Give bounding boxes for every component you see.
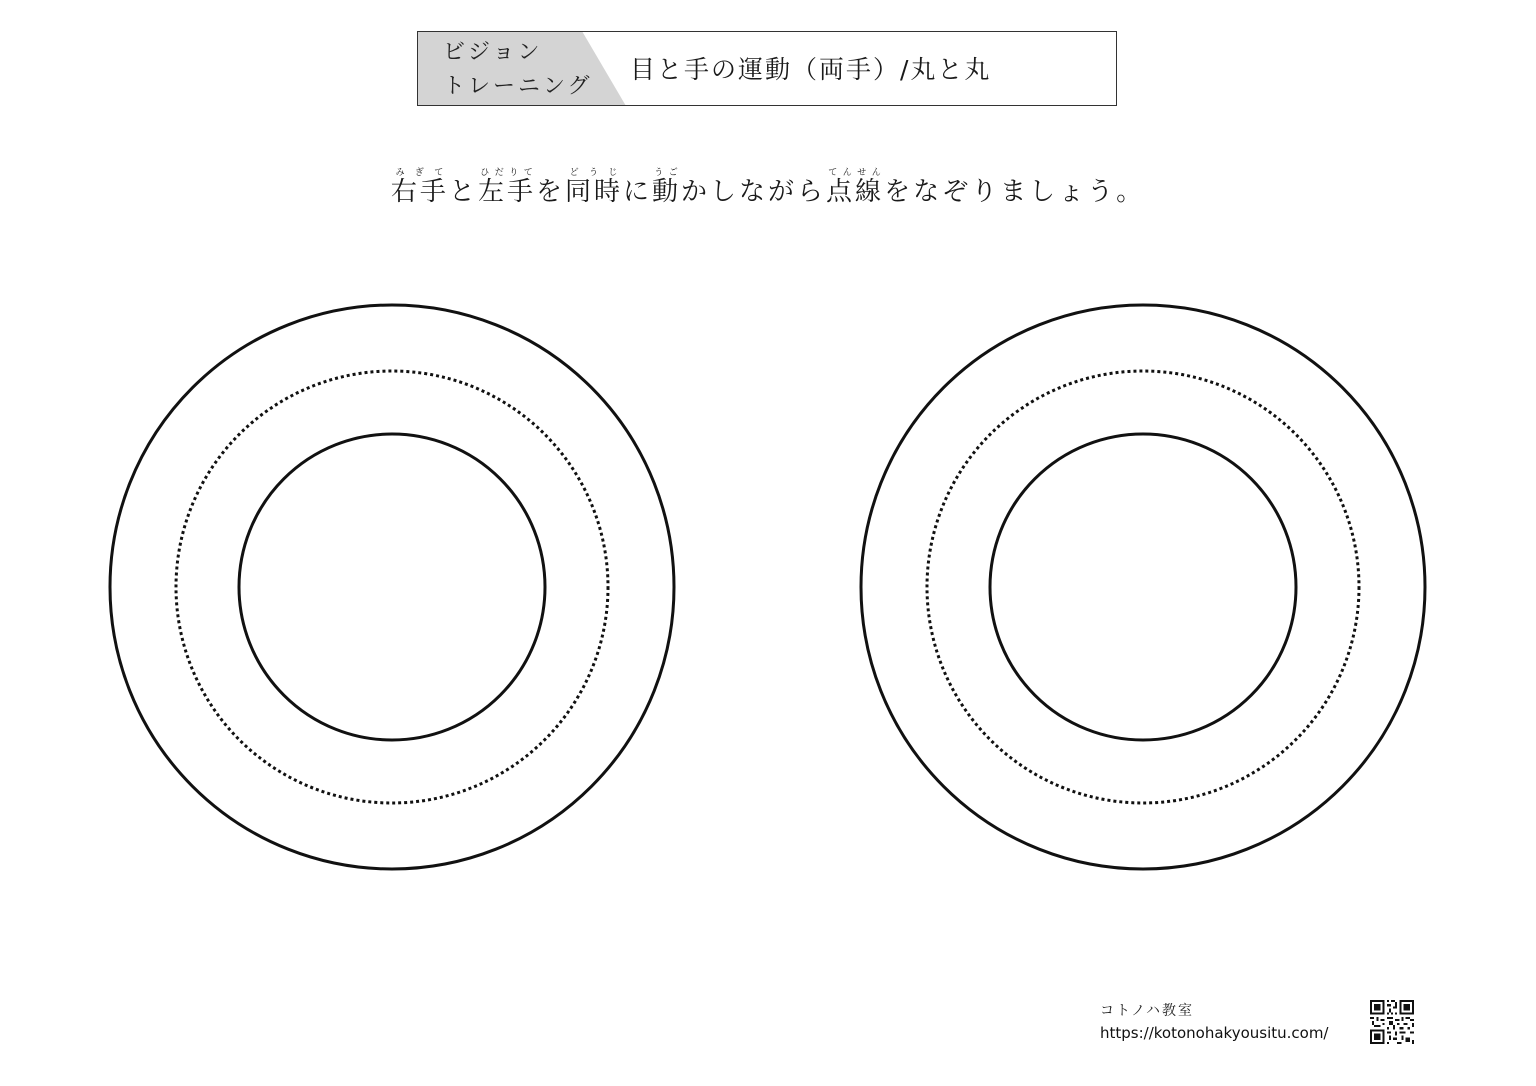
instruction-kana: かしながら [681,177,827,207]
instruction-kana: に [623,177,653,207]
instruction-kana: をなぞりましょう。 [884,177,1146,207]
instruction-kanji: 動 [652,177,682,207]
header-tag-line2: トレーニング [443,74,593,99]
qr-code-icon [1370,1000,1414,1044]
instruction-furigana: うご [652,168,682,178]
left-inner-circle [239,434,545,740]
instruction-kana: と [448,177,478,207]
instruction-kanji: 同時 [564,177,623,207]
footer-url[interactable]: https://kotonohakyousitu.com/ [1100,1024,1329,1042]
left-dotted-circle [176,371,608,803]
instruction-kanji: 左手 [477,177,536,207]
header-tag-line1: ビジョン [443,40,543,65]
footer [1100,1000,1328,1042]
left-outer-circle [110,305,674,869]
instruction-furigana: どうじ [564,168,623,178]
instruction-furigana: ひだりて [477,168,536,178]
instruction-kanji: 右手 [390,177,449,207]
instruction-furigana: みぎて [390,168,449,178]
right-inner-circle [990,434,1296,740]
footer-site-name: コトノハ教室 [1100,1003,1195,1019]
left-circle-set [110,305,674,869]
right-circle-set [861,305,1425,869]
right-outer-circle [861,305,1425,869]
instruction-furigana: てんせん [826,168,885,178]
instruction-kanji: 点線 [826,177,885,207]
worksheet-title: 目と手の運動（両手）/丸と丸 [630,55,992,84]
instruction-kana: を [535,177,565,207]
right-dotted-circle [927,371,1359,803]
